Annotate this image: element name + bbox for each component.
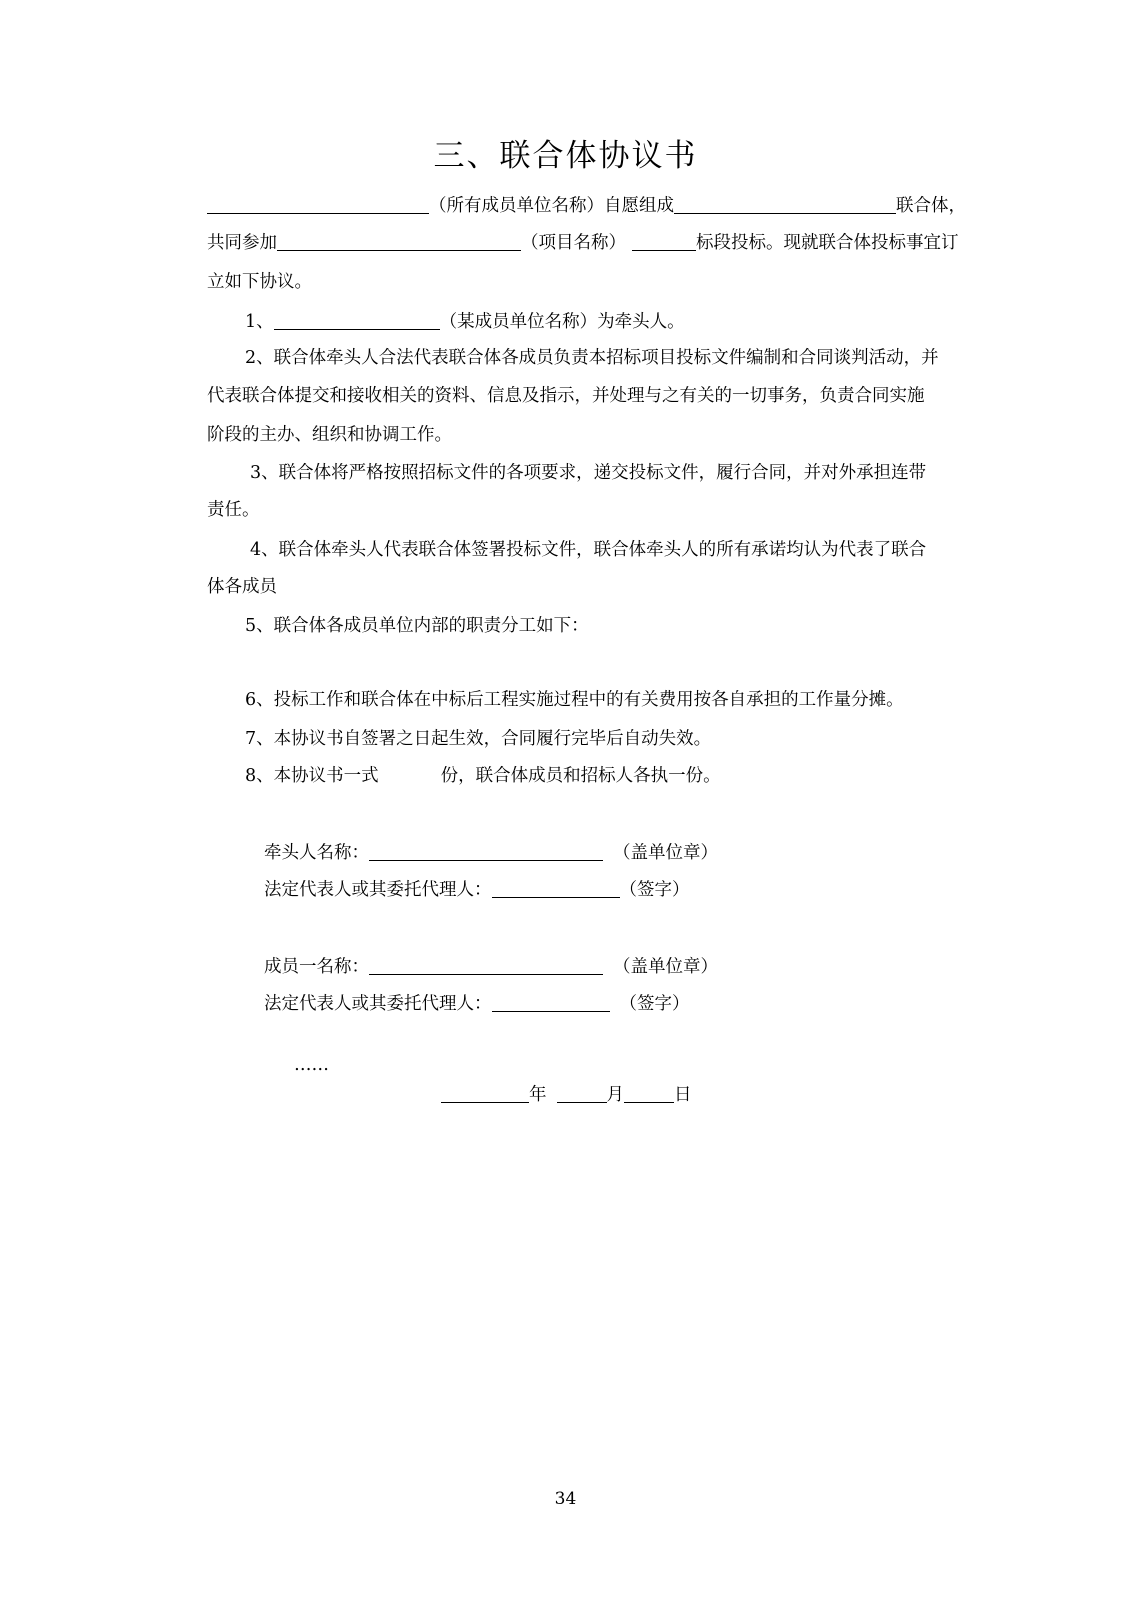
- intro-line-2: [207, 230, 959, 256]
- member1-name-row: [264, 954, 718, 980]
- clause-3-line-1: 3、联合体将严格按照招标文件的各项要求，递交投标文件，履行合同，并对外承担连带: [250, 463, 927, 483]
- intro-line-1: [207, 193, 966, 219]
- member1-rep-signature-blank[interactable]: [492, 993, 610, 1012]
- year-blank[interactable]: [441, 1084, 529, 1103]
- clause-2-line-2: 代表联合体提交和接收相关的资料、信息及指示，并处理与之有关的一切事务，负责合同实施: [207, 386, 925, 406]
- clause-1: [245, 309, 685, 335]
- clause-8-suffix: 份，联合体成员和招标人各执一份。: [440, 766, 721, 786]
- lead-seal-note: （盖单位章）: [613, 843, 718, 863]
- clause-8-prefix: 8、本协议书一式: [245, 766, 379, 786]
- lead-name-row: [264, 840, 718, 866]
- day-label: 日: [674, 1085, 692, 1105]
- clause-4-line-2: 体各成员: [207, 577, 277, 597]
- month-blank[interactable]: [557, 1084, 607, 1103]
- lead-rep-signature-blank[interactable]: [492, 879, 620, 898]
- project-name-blank[interactable]: [277, 232, 521, 251]
- lead-sign-note: （签字）: [619, 880, 690, 900]
- clause-6: 6、投标工作和联合体在中标后工程实施过程中的有关费用按各自承担的工作量分摊。: [245, 690, 904, 710]
- clause-2-line-3: 阶段的主办、组织和协调工作。: [207, 425, 452, 445]
- clause-1-suffix: （某成员单位名称）为牵头人。: [439, 312, 685, 332]
- date-row: [441, 1082, 692, 1108]
- more-members-ellipsis: ……: [294, 1055, 329, 1075]
- member1-seal-note: （盖单位章）: [613, 957, 718, 977]
- month-label: 月: [606, 1085, 624, 1105]
- lead-rep-row: [264, 877, 690, 903]
- lead-name-blank[interactable]: [369, 842, 603, 861]
- project-suffix: （项目名称）: [521, 233, 626, 253]
- section-suffix: 标段投标。现就联合体投标事宜订: [696, 233, 959, 253]
- clause-4-line-1: 4、联合体牵头人代表联合体签署投标文件，联合体牵头人的所有承诺均认为代表了联合: [250, 540, 927, 560]
- clause-7: 7、本协议书自签署之日起生效，合同履行完毕后自动失效。: [245, 729, 712, 749]
- consortium-name-blank[interactable]: [674, 195, 896, 214]
- lead-member-blank[interactable]: [274, 311, 440, 330]
- member1-rep-row: [264, 991, 690, 1017]
- clause-5: 5、联合体各成员单位内部的职责分工如下：: [245, 616, 589, 636]
- member1-rep-label: 法定代表人或其委托代理人：: [264, 994, 492, 1014]
- clause-2-line-1: 2、联合体牵头人合法代表联合体各成员负责本招标项目投标文件编制和合同谈判活动，并: [245, 348, 939, 368]
- page-number: 34: [554, 1489, 577, 1509]
- clause-3-line-2: 责任。: [207, 500, 260, 520]
- clause-8: [245, 763, 721, 789]
- year-label: 年: [529, 1085, 547, 1105]
- join-prefix: 共同参加: [207, 233, 277, 253]
- intro-line-3: 立如下协议。: [207, 272, 312, 292]
- section-blank[interactable]: [632, 232, 696, 251]
- member-units-blank[interactable]: [207, 195, 429, 214]
- member1-name-blank[interactable]: [369, 956, 603, 975]
- members-suffix: （所有成员单位名称）自愿组成: [429, 196, 674, 216]
- member1-name-label: 成员一名称：: [264, 957, 369, 977]
- lead-rep-label: 法定代表人或其委托代理人：: [264, 880, 492, 900]
- document-title: 三、联合体协议书: [433, 138, 698, 174]
- consortium-suffix: 联合体，: [896, 196, 966, 216]
- lead-name-label: 牵头人名称：: [264, 843, 369, 863]
- clause-1-prefix: 1、: [245, 312, 274, 332]
- member1-sign-note: （签字）: [619, 994, 690, 1014]
- day-blank[interactable]: [624, 1084, 674, 1103]
